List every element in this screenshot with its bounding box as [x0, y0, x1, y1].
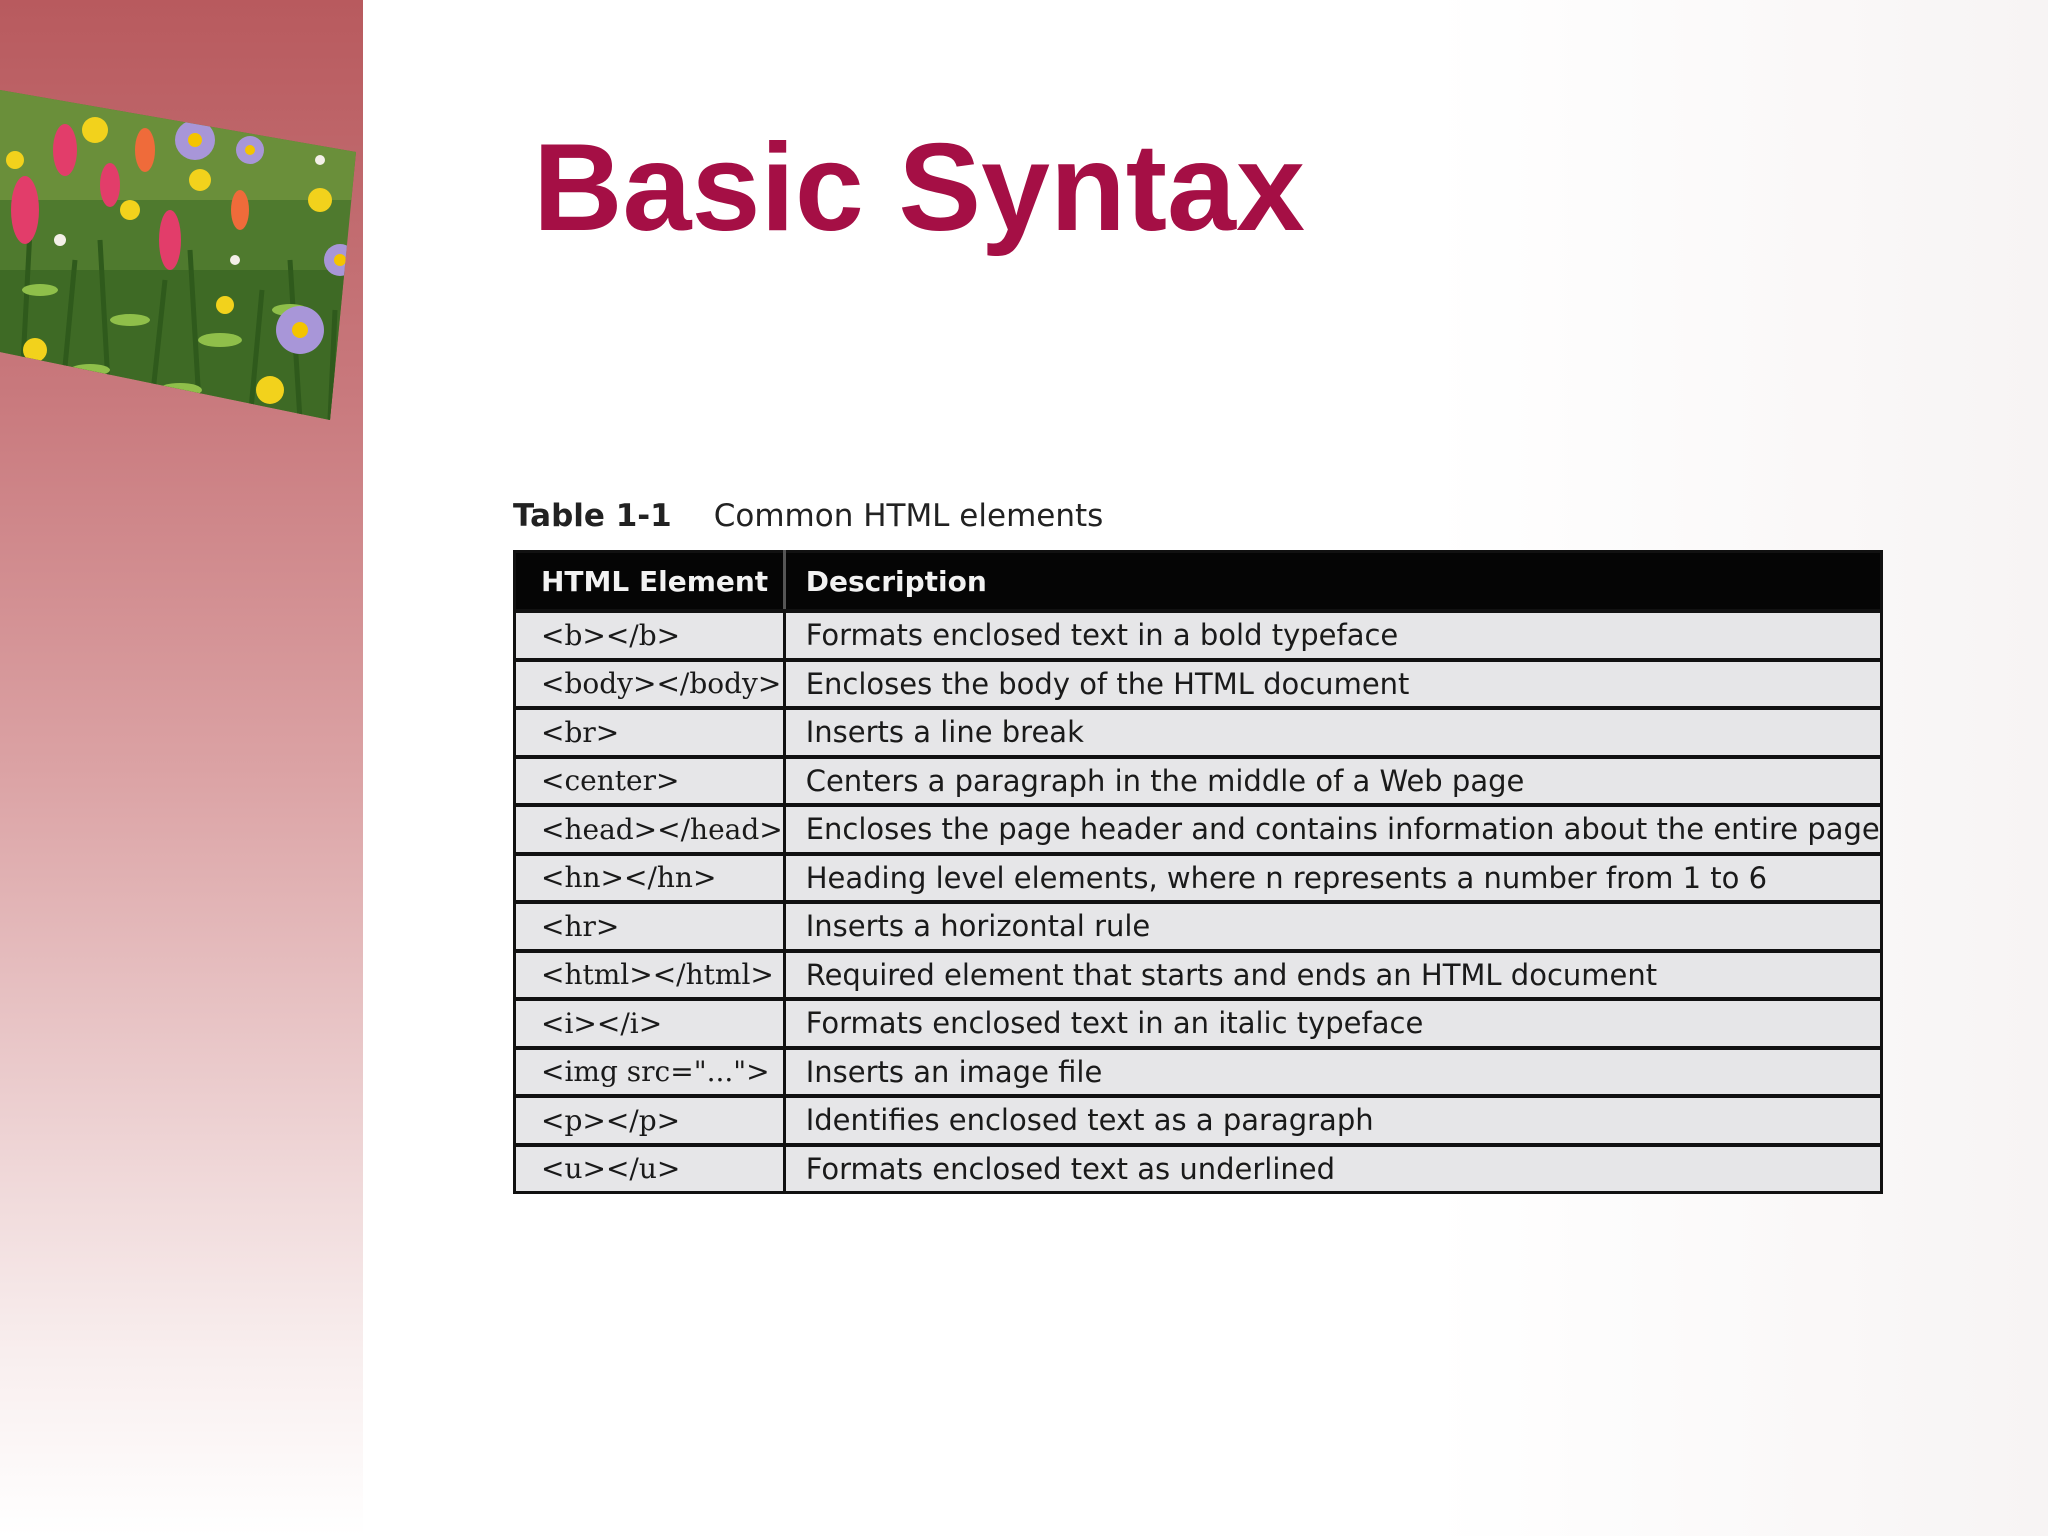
element-cell: <hr>: [515, 902, 785, 951]
table-row: [515, 902, 1882, 951]
table-row: [515, 660, 1882, 709]
element-cell: <body></body>: [515, 660, 785, 709]
element-cell: <hn></hn>: [515, 854, 785, 903]
element-cell: <img src="...">: [515, 1048, 785, 1097]
description-cell: Inserts an image file: [784, 1048, 1881, 1097]
description-cell: Centers a paragraph in the middle of a Web page: [784, 757, 1881, 806]
table-row: [515, 805, 1882, 854]
element-cell: <u></u>: [515, 1145, 785, 1193]
description-cell: Inserts a horizontal rule: [784, 902, 1881, 951]
description-cell: Formats enclosed text in an italic typeface: [784, 999, 1881, 1048]
description-cell: Required element that starts and ends an HTML document: [784, 951, 1881, 1000]
table-row: [515, 757, 1882, 806]
element-cell: <i></i>: [515, 999, 785, 1048]
table-caption-text: Common HTML elements: [713, 498, 1104, 534]
description-cell: Encloses the page header and contains information about the entire page: [784, 805, 1881, 854]
table-row: [515, 854, 1882, 903]
element-cell: <b></b>: [515, 611, 785, 660]
element-cell: <html></html>: [515, 951, 785, 1000]
description-cell: Heading level elements, where n represents a number from 1 to 6: [784, 854, 1881, 903]
description-cell: Formats enclosed text as underlined: [784, 1145, 1881, 1193]
table-caption: [513, 498, 1103, 534]
decorative-side-band: [0, 0, 363, 1536]
description-cell: Encloses the body of the HTML document: [784, 660, 1881, 709]
table-row: [515, 951, 1882, 1000]
table-row: [515, 708, 1882, 757]
wildflower-photo: [0, 90, 356, 420]
table-row: [515, 1145, 1882, 1193]
html-elements-table: [513, 550, 1883, 1194]
table-row: [515, 611, 1882, 660]
element-cell: <head></head>: [515, 805, 785, 854]
description-cell: Inserts a line break: [784, 708, 1881, 757]
description-cell: Formats enclosed text in a bold typeface: [784, 611, 1881, 660]
table-header-row: [515, 552, 1882, 612]
element-cell: <br>: [515, 708, 785, 757]
description-cell: Identifies enclosed text as a paragraph: [784, 1096, 1881, 1145]
table-caption-number: Table 1-1: [513, 498, 672, 534]
column-header-description: Description: [784, 552, 1881, 612]
element-cell: <center>: [515, 757, 785, 806]
element-cell: <p></p>: [515, 1096, 785, 1145]
table-row: [515, 1048, 1882, 1097]
slide-title: Basic Syntax: [533, 119, 1305, 257]
table-row: [515, 999, 1882, 1048]
table-row: [515, 1096, 1882, 1145]
column-header-element: HTML Element: [515, 552, 785, 612]
